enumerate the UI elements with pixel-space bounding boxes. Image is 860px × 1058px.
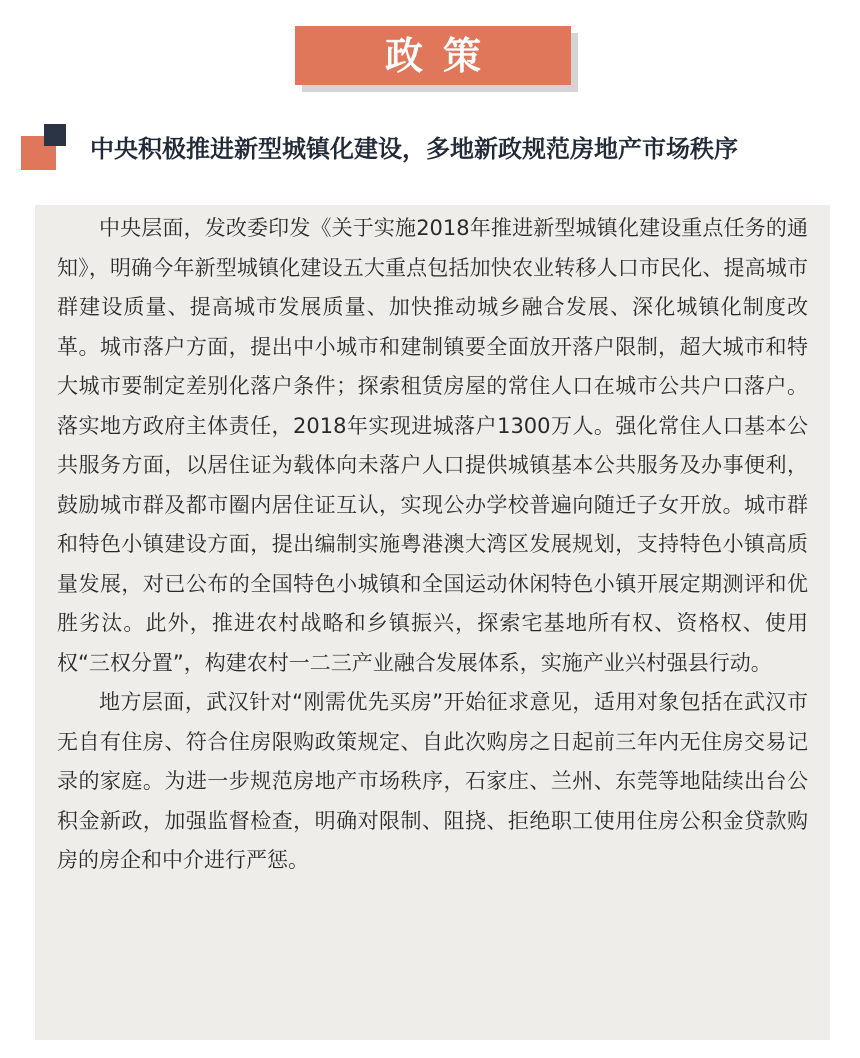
content-panel <box>35 205 830 1040</box>
banner-box <box>295 26 571 85</box>
paragraph-central: 中央层面，发改委印发《关于实施2018年推进新型城镇化建设重点任务的通知》，明确今年新型城镇化建设五大重点包括加快农业转移人口市民化、提高城市群建设质量、提高城市发展质量、加快推动城乡融合发展、深化城镇化制度改革。城市落户方面，提出中小城市和建制镇要全面放开落户限制，超大城市和特大城市要制定差别化落户条件；探索租赁房屋的常住人口在城市公共户口落户。落实地方政府主体责任，2018年实现进城落户1300万人。强化常住人口基本公共服务方面，以居住证为载体向未落户人口提供城镇基本公共服务及办事便利，鼓励城市群及都市圈内居住证互认，实现公办学校普遍向随迁子女开放。城市群和特色小镇建设方面，提出编制实施粤港澳大湾区发展规划，支持特色小镇高质量发展，对已公布的全国特色小城镇和全国运动休闲特色小镇开展定期测评和优胜劣汰。此外，推进农村战略和乡镇振兴，探索宅基地所有权、资格权、使用权“三权分置”，构建农村一二三产业融合发展体系，实施产业兴村强县行动。 <box>57 216 808 675</box>
heading-navy-square-icon <box>44 124 66 146</box>
section-banner <box>295 26 571 85</box>
banner-title: 政策 <box>384 33 501 78</box>
paragraph-local: 地方层面，武汉针对“刚需优先买房”开始征求意见，适用对象包括在武汉市无自有住房、符合住房限购政策规定、自此次购房之日起前三年内无住房交易记录的家庭。为进一步规范房地产市场秩序，石家庄、兰州、东莞等地陆续出台公积金新政，加强监督检查，明确对限制、阻挠、拒绝职工使用住房公积金贷款购房的房企和中介进行严惩。 <box>57 690 808 872</box>
heading-title: 中央积极推进新型城镇化建设，多地新政规范房地产市场秩序 <box>90 135 738 163</box>
article-heading <box>18 124 848 176</box>
